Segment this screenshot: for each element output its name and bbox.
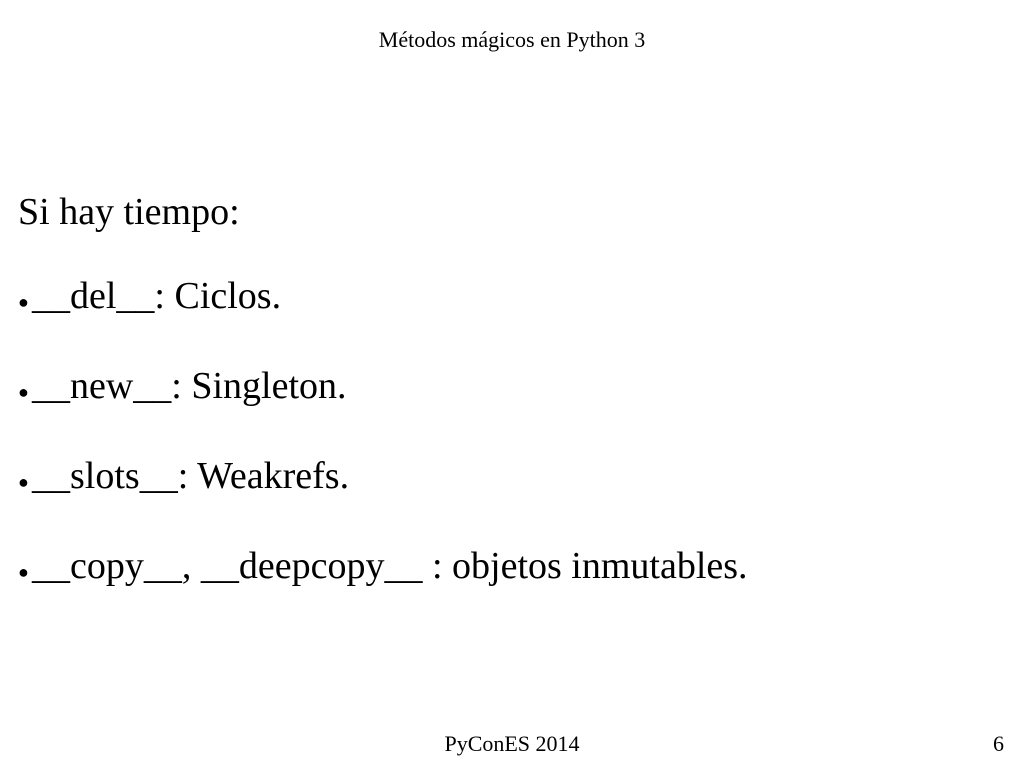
bullet-icon: ● (18, 472, 29, 492)
list-item-text: __slots__: Weakrefs. (32, 455, 350, 497)
bullet-icon: ● (18, 292, 29, 312)
slide-content (18, 188, 1008, 632)
slide-header-title: Métodos mágicos en Python 3 (378, 27, 646, 52)
bullet-icon: ● (18, 562, 29, 582)
list-item-text: __new__: Singleton. (32, 365, 347, 407)
list-item-text: __del__: Ciclos. (32, 275, 282, 317)
list-item (18, 272, 1008, 326)
footer-event-label: PyConES 2014 (444, 731, 580, 756)
intro-text: Si hay tiempo: (18, 191, 240, 233)
page-number: 6 (993, 731, 1004, 756)
list-item-text: __copy__, __deepcopy__ : objetos inmutables. (32, 545, 748, 587)
list-item (18, 542, 1008, 596)
bullet-icon: ● (18, 382, 29, 402)
list-item (18, 362, 1008, 416)
list-item (18, 452, 1008, 506)
bullet-list (18, 272, 1008, 596)
